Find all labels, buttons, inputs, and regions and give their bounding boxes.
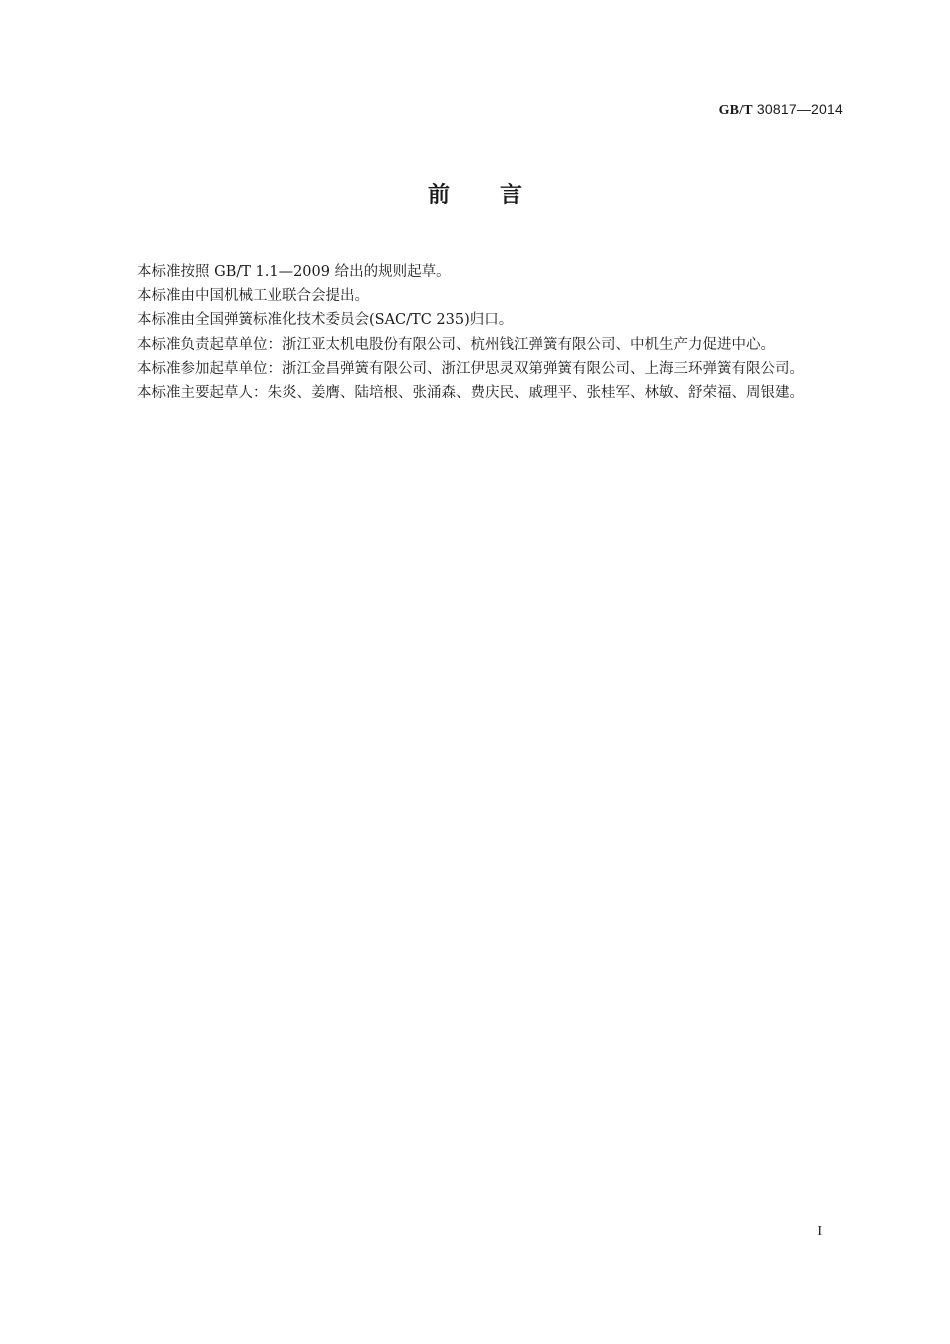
standard-number <box>719 99 843 121</box>
paragraph-administration: 本标准由全国弹簧标准化技术委员会(SAC/TC 235)归口。 <box>137 312 514 329</box>
standard-code-number: 30817—2014 <box>756 101 843 117</box>
paragraph-main-drafters: 本标准主要起草人：朱炎、姜膺、陆培根、张涌森、费庆民、戚理平、张桂军、林敏、舒荣福、周银建。 <box>137 385 804 402</box>
section-title: 前言 <box>427 183 572 208</box>
paragraph-drafting-rules: 本标准按照 GB/T 1.1—2009 给出的规则起草。 <box>137 264 451 280</box>
paragraph-participating-drafters: 本标准参加起草单位：浙江金昌弹簧有限公司、浙江伊思灵双第弹簧有限公司、上海三环弹簧有限公司。 <box>137 360 804 377</box>
paragraph-proposer: 本标准由中国机械工业联合会提出。 <box>137 288 369 305</box>
paragraph-responsible-drafters: 本标准负责起草单位：浙江亚太机电股份有限公司、杭州钱江弹簧有限公司、中机生产力促进中心。 <box>137 336 775 353</box>
foreword-body <box>108 260 843 405</box>
page-number: I <box>817 1224 822 1239</box>
standard-code-prefix: GB/T <box>718 103 753 118</box>
